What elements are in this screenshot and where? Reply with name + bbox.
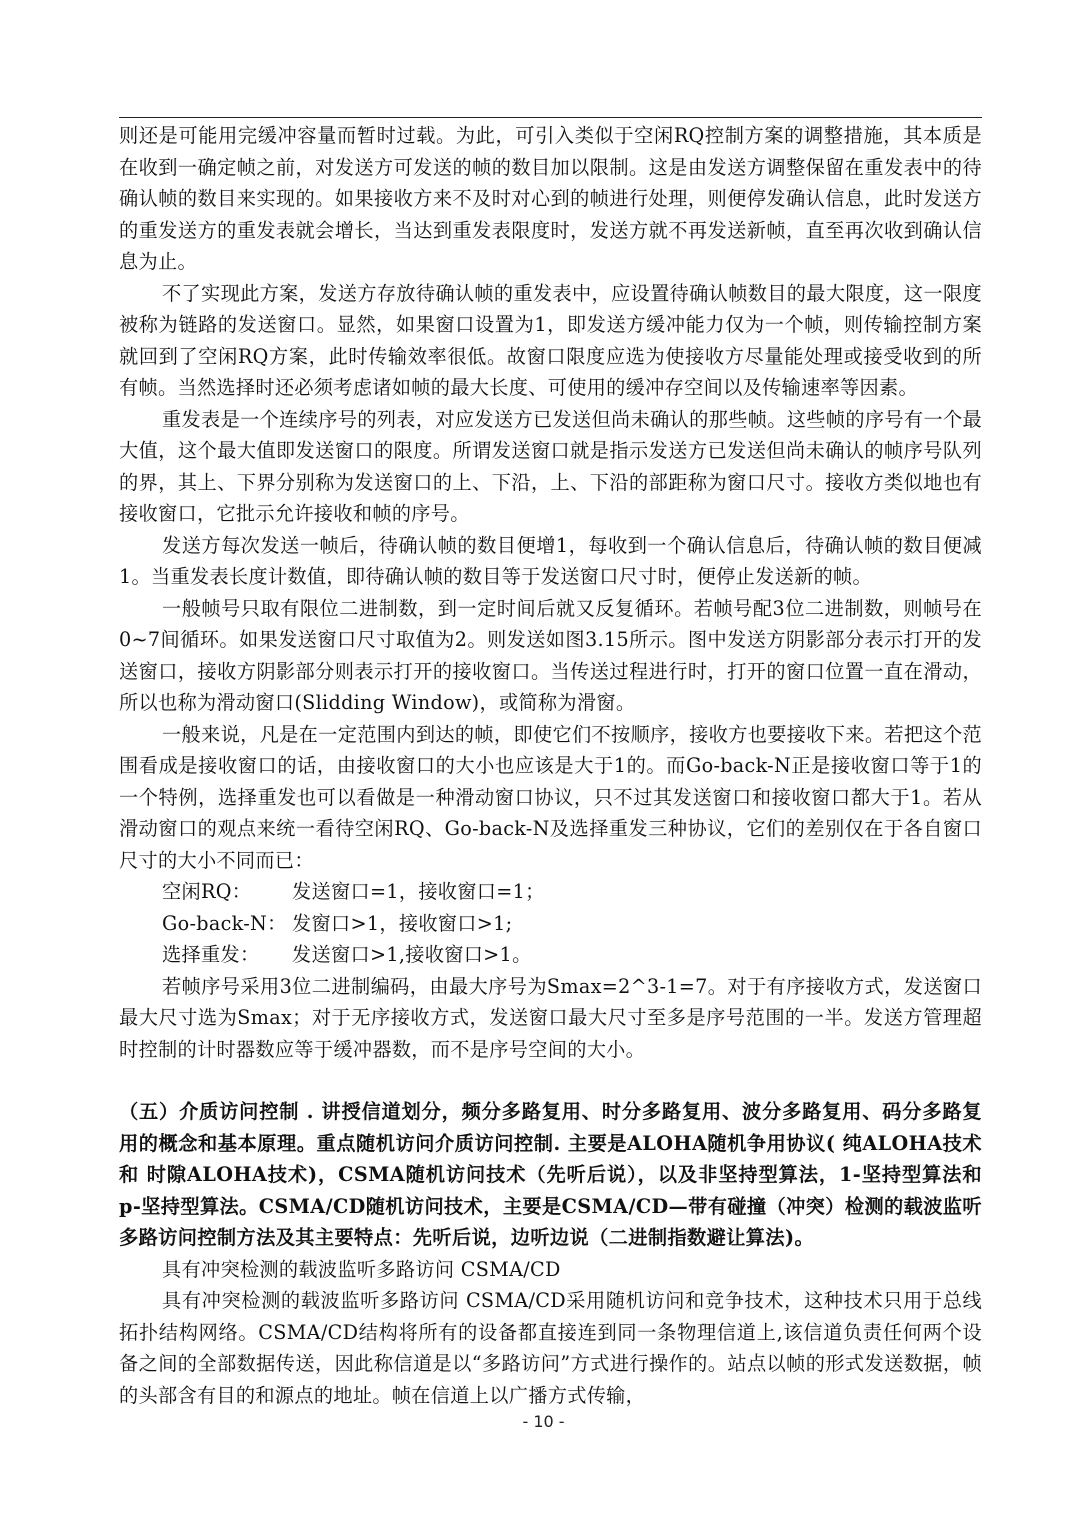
page-number: - 10 - (522, 1412, 565, 1431)
paragraph-receive-window: 一般来说，凡是在一定范围内到达的帧，即使它们不按顺序，接收方也要接收下来。若把这个范围看成是接收窗口的话，由接收窗口的大小也应该是大于1的。而Go-back-N正是接收窗口等于1的一个特例，选择重发也可以看做是一种滑动窗口协议，只不过其发送窗口和接收窗口都大于1。若从滑动窗口的观点来统一看待空闲RQ、Go-back-N及选择重发三种协议，它们的差别仅在于各自窗口尺寸的大小不同而已： (119, 722, 982, 872)
protocol-line-selective-repeat (119, 939, 982, 971)
section-heading: （五）介质访问控制 . 讲授信道划分，频分多路复用、时分多路复用、波分多路复用、码分多路复用的概念和基本原理。重点随机访问介质访问控制. 主要是ALOHA随机争用协议( 纯ALOHA技术 和 时隙ALOHA技术)，CSMA随机访问技术（先听后说），以及非坚持型算法，1-坚持型算法和p-坚持型算法。CSMA/CD随机访问技术，主要是CSMA/CD—带有碰撞（冲突）检测的载波监听多路访问控制方法及其主要特点：先听后说，边听边说（二进制指数避让算法)。 (119, 1100, 982, 1249)
paragraph-csma-cd: 具有冲突检测的载波监听多路访问 CSMA/CD采用随机访问和竞争技术，这种技术只用于总线拓扑结构网络。CSMA/CD结构将所有的设备都直接连到同一条物理信道上,该信道负责任何两个设备之间的全部数据传送，因此称信道是以“多路访问”方式进行操作的。站点以帧的形式发送数据，帧的头部含有目的和源点的地址。帧在信道上以广播方式传输， (119, 1289, 982, 1407)
paragraph-send-window: 不了实现此方案，发送方存放待确认帧的重发表中，应设置待确认帧数目的最大限度，这一限度被称为链路的发送窗口。显然，如果窗口设置为1，即发送方缓冲能力仅为一个帧，则传输控制方案就回到了空闲RQ方案，此时传输效率很低。故窗口限度应选为使接收方尽量能处理或接受收到的所有帧。当然选择时还必须考虑诸如帧的最大长度、可使用的缓冲存空间以及传输速率等因素。 (119, 281, 982, 399)
page-body (119, 120, 982, 1411)
protocol-name: 选择重发： (162, 943, 260, 966)
protocol-name: 空闲RQ： (162, 880, 252, 903)
protocol-desc: 发窗口>1，接收窗口>1; (292, 911, 513, 935)
paragraph-sliding-window: 一般帧号只取有限位二进制数，到一定时间后就又反复循环。若帧号配3位二进制数，则帧号在0~7间循环。如果发送窗口尺寸取值为2。则发送如图3.15所示。图中发送方阴影部分表示打开的发送窗口，接收方阴影部分则表示打开的接收窗口。当传送过程进行时，打开的窗口位置一直在滑动，所以也称为滑动窗口(Slidding Window)，或简称为滑窗。 (119, 596, 982, 714)
paragraph-smax: 若帧序号采用3位二进制编码，由最大序号为Smax=2^3-1=7。对于有序接收方式，发送窗口最大尺寸选为Smax；对于无序接收方式，发送窗口最大尺寸至多是序号范围的一半。发送方管理超时控制的计时器数应等于缓冲器数，而不是序号空间的大小。 (119, 974, 982, 1061)
protocol-line-idle-rq (119, 876, 982, 908)
protocol-line-go-back-n (119, 908, 982, 940)
csma-cd-title: 具有冲突检测的载波监听多路访问 CSMA/CD (162, 1257, 561, 1281)
paragraph-counter: 发送方每次发送一帧后，待确认帧的数目便增1，每收到一个确认信息后，待确认帧的数目便减1。当重发表长度计数值，即待确认帧的数目等于发送窗口尺寸时，便停止发送新的帧。 (119, 533, 982, 588)
protocol-name: Go-back-N： (162, 911, 287, 935)
protocol-list (119, 876, 982, 971)
blank-line (119, 1065, 982, 1096)
protocol-desc: 发送窗口>1,接收窗口>1。 (292, 943, 532, 966)
protocol-desc: 发送窗口=1，接收窗口=1； (292, 880, 545, 903)
paragraph-retransmit-table: 重发表是一个连续序号的列表，对应发送方已发送但尚未确认的那些帧。这些帧的序号有一个最大值，这个最大值即发送窗口的限度。所谓发送窗口就是指示发送方已发送但尚未确认的帧序号队列的界，其上、下界分别称为发送窗口的上、下沿，上、下沿的部距称为窗口尺寸。接收方类似地也有接收窗口，它批示允许接收和帧的序号。 (119, 407, 982, 525)
header-rule (119, 117, 982, 118)
paragraph-continued: 则还是可能用完缓冲容量而暂时过载。为此，可引入类似于空闲RQ控制方案的调整措施，其本质是在收到一确定帧之前，对发送方可发送的帧的数目加以限制。这是由发送方调整保留在重发表中的待确认帧的数目来实现的。如果接收方来不及时对心到的帧进行处理，则便停发确认信息，此时发送方的重发送方的重发表就会增长，当达到重发表限度时，发送方就不再发送新帧，直至再次收到确认信息为止。 (119, 124, 982, 273)
